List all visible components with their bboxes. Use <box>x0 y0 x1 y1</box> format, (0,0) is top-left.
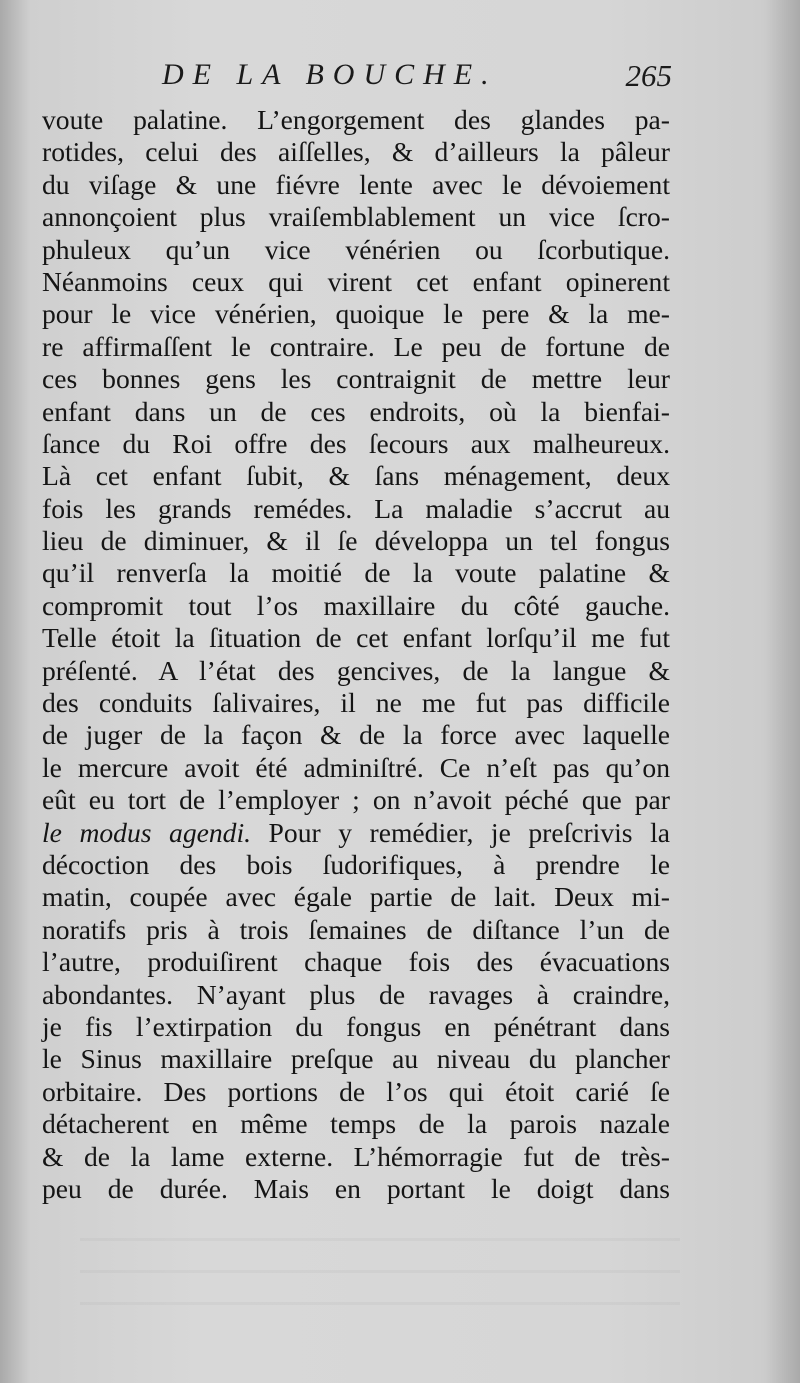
text-line-3: du viſage & une fiévre lente avec le dévoiement <box>42 168 670 200</box>
latin-phrase: le modus agendi. <box>42 816 252 848</box>
text-line-24: décoction des bois ſudorifiques, à prendre le <box>42 848 670 880</box>
page-number: 265 <box>625 58 672 93</box>
text-line-13: fois les grands remédes. La maladie s’accrut au <box>42 492 670 524</box>
text-line-17: Telle étoit la ſituation de cet enfant lorſqu’il me fut <box>42 622 670 654</box>
text-line-23-rest: Pour y remédier, je preſcrivis la <box>251 816 670 848</box>
text-line-34: peu de durée. Mais en portant le doigt dans <box>42 1172 670 1204</box>
text-line-29: je fis l’extirpation du fongus en pénétrant dans <box>42 1010 670 1042</box>
text-line-18: préſenté. A l’état des gencives, de la langue & <box>42 654 670 686</box>
text-line-33: & de la lame externe. L’hémorragie fut de très- <box>42 1140 670 1172</box>
body-text <box>42 104 670 1205</box>
text-line-25: matin, coupée avec égale partie de lait. Deux mi- <box>42 881 670 913</box>
text-line-11: ſance du Roi offre des ſecours aux malheureux. <box>42 427 670 459</box>
text-line-9: ces bonnes gens les contraignit de mettre leur <box>42 363 670 395</box>
page-header <box>40 58 680 98</box>
running-head: DE LA BOUCHE. <box>162 58 498 91</box>
text-line-4: annonçoient plus vraiſemblablement un vice ſcro- <box>42 201 670 233</box>
text-line-7: pour le vice vénérien, quoique le pere & la me- <box>42 298 670 330</box>
show-through-bleed <box>80 1238 680 1318</box>
text-line-6: Néanmoins ceux qui virent cet enfant opinerent <box>42 265 670 297</box>
text-line-26: noratifs pris à trois ſemaines de diſtance l’un de <box>42 913 670 945</box>
text-line-28: abondantes. N’ayant plus de ravages à craindre, <box>42 978 670 1010</box>
text-line-27: l’autre, produiſirent chaque fois des évacuations <box>42 946 670 978</box>
text-line-15: qu’il renverſa la moitié de la voute palatine & <box>42 557 670 589</box>
text-line-16: compromit tout l’os maxillaire du côté gauche. <box>42 589 670 621</box>
text-line-12: Là cet enfant ſubit, & ſans ménagement, deux <box>42 460 670 492</box>
text-line-10: enfant dans un de ces endroits, où la bienfai- <box>42 395 670 427</box>
text-line-23 <box>42 817 670 849</box>
text-line-31: orbitaire. Des portions de l’os qui étoit carié ſe <box>42 1075 670 1107</box>
page-edge-shadow <box>766 0 800 1383</box>
text-line-1: voute palatine. L’engorgement des glandes pa- <box>42 104 670 135</box>
text-line-21: le mercure avoit été adminiſtré. Ce n’eſt pas qu’on <box>42 751 670 783</box>
text-line-14: lieu de diminuer, & il ſe développa un tel fongus <box>42 525 670 557</box>
text-line-32: détacherent en même temps de la parois nazale <box>42 1108 670 1140</box>
text-line-19: des conduits ſalivaires, il ne me fut pas difficile <box>42 687 670 719</box>
text-line-5: phuleux qu’un vice vénérien ou ſcorbutique. <box>42 233 670 265</box>
text-line-8: re affirmaſſent le contraire. Le peu de fortune de <box>42 330 670 362</box>
text-line-2: rotides, celui des aiſſelles, & d’ailleurs la pâleur <box>42 136 670 168</box>
text-line-20: de juger de la façon & de la force avec laquelle <box>42 719 670 751</box>
text-line-22: eût eu tort de l’employer ; on n’avoit péché que par <box>42 784 670 816</box>
text-line-30: le Sinus maxillaire preſque au niveau du plancher <box>42 1043 670 1075</box>
